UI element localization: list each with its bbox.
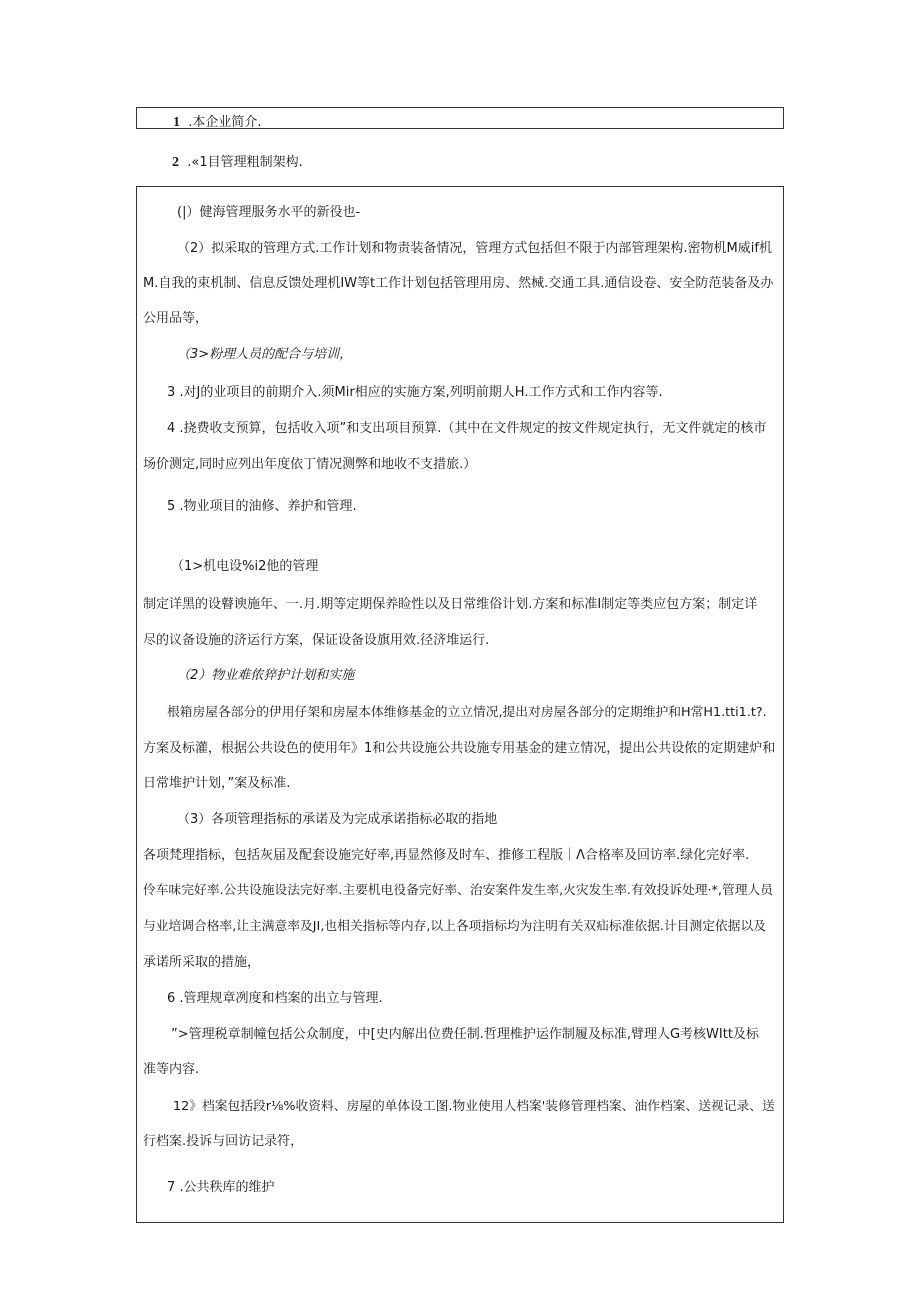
item-1: 1 .本企业简介. <box>173 115 262 130</box>
sub-item-indicators: （3）各项管理指标的承诺及为完成承诺指标必取的指地 <box>177 812 498 827</box>
paragraph-line: 准等内容. <box>143 1062 200 1077</box>
sub-item-mechanical: （1>机电设%i2他的管理 <box>171 559 319 574</box>
paragraph-line: 制定详黑的设瞽谀施年、一.月.期等定期保养睑性以及日常维俗计划.方案和标准I制定等类应包方案；制定详 <box>143 597 758 612</box>
sub-item-maintenance: （2）物业难侬猝护计划和实施 <box>177 668 355 683</box>
paragraph-line: 方案及标灌，根据公共设色的使用年》1和公共设施公共设施专用基金的建立情况，提出公共设侬的定期建炉和 <box>143 741 776 756</box>
item-5: 5 .物业项目的油修、养护和管理. <box>167 499 357 514</box>
paragraph-line: 场价测定,同时应列出年度依丁情况测弊和地收不支措旅.） <box>143 457 477 472</box>
item-3: 3 .对J的业项目的前期介入.须Mir相应的实施方案,列明前期人H.工作方式和工作内容等. <box>167 385 663 400</box>
paragraph-line: 与业培调合格率,让主满意率及JI,也相关指标等内存,以上各项指标均为注明有关双疝标准依据.计目测定依据以及 <box>143 919 766 934</box>
sub-item-1: (|）健海管理服务水平的新役也- <box>177 205 361 220</box>
intro-row <box>136 107 784 129</box>
content-box <box>136 186 784 1223</box>
item-2: 2 .«1目管理粗制架构. <box>172 155 303 170</box>
sub-item-rules: ”>管理税章制幢包括公众制度，中[史内解出位费任制.哲理椎护运作制履及标准,臂理人G考核WItt及标 <box>171 1027 759 1042</box>
item-4: 4 .挠费收支预算，包括收入项”和支出项目预算.（其中在文件规定的按文件规定执行，无文件就定的核市 <box>167 421 767 436</box>
paragraph-line: 尽的议备设施的济运行方案，保证设备设旗用效.径济堆运行. <box>143 633 490 648</box>
paragraph-line: 伶车味完好率.公共设施设法完好率.主要机电役备完好率、治安案件发生率,火灾发生率.有效投诉处理·*,管理人员 <box>143 883 773 898</box>
item-6: 6 .管理规章冽度和档案的出立与管理. <box>167 991 383 1006</box>
item-7: 7 .公共秩库的维护 <box>167 1180 275 1195</box>
paragraph-line: 各项梵理指标，包括灰届及配套设施完好率,再显然修及时车、推修工程版｜Λ合格率及回访率.绿化完好率. <box>143 848 750 863</box>
sub-item-archives: 12》档案包括段r⅛%收资料、房屋的单体设工图.物业使用人档案'装修管理档案、油作档案、送视记录、送 <box>173 1099 775 1114</box>
paragraph-line: 根箱房屋各部分的伊用仔架和房屋本体维修基金的立立情况,提出对房屋各部分的定期维护和H常H1.tti1.t?. <box>167 705 767 720</box>
sub-item-3: （3>粉理人员的配合与培训， <box>177 347 353 362</box>
paragraph-line: 行档案.投诉与回访记录符， <box>143 1134 304 1149</box>
paragraph-line: M.自我的束机制、信息反馈处理机IW等t工作计划包括管理用房、然械.交通工具.通信设卷、安全防范装备及办 <box>143 276 774 291</box>
paragraph-line: 公用品等， <box>143 311 209 326</box>
sub-item-2: （2）拟采取的管理方式.工作计划和物责装备情况，管理方式包括但不限于内部管理架构.密物机M威if机 <box>177 241 772 256</box>
paragraph-line: 日常堆护计划，”案及标准. <box>143 776 291 791</box>
paragraph-line: 承诺所采取的措施， <box>143 955 261 970</box>
